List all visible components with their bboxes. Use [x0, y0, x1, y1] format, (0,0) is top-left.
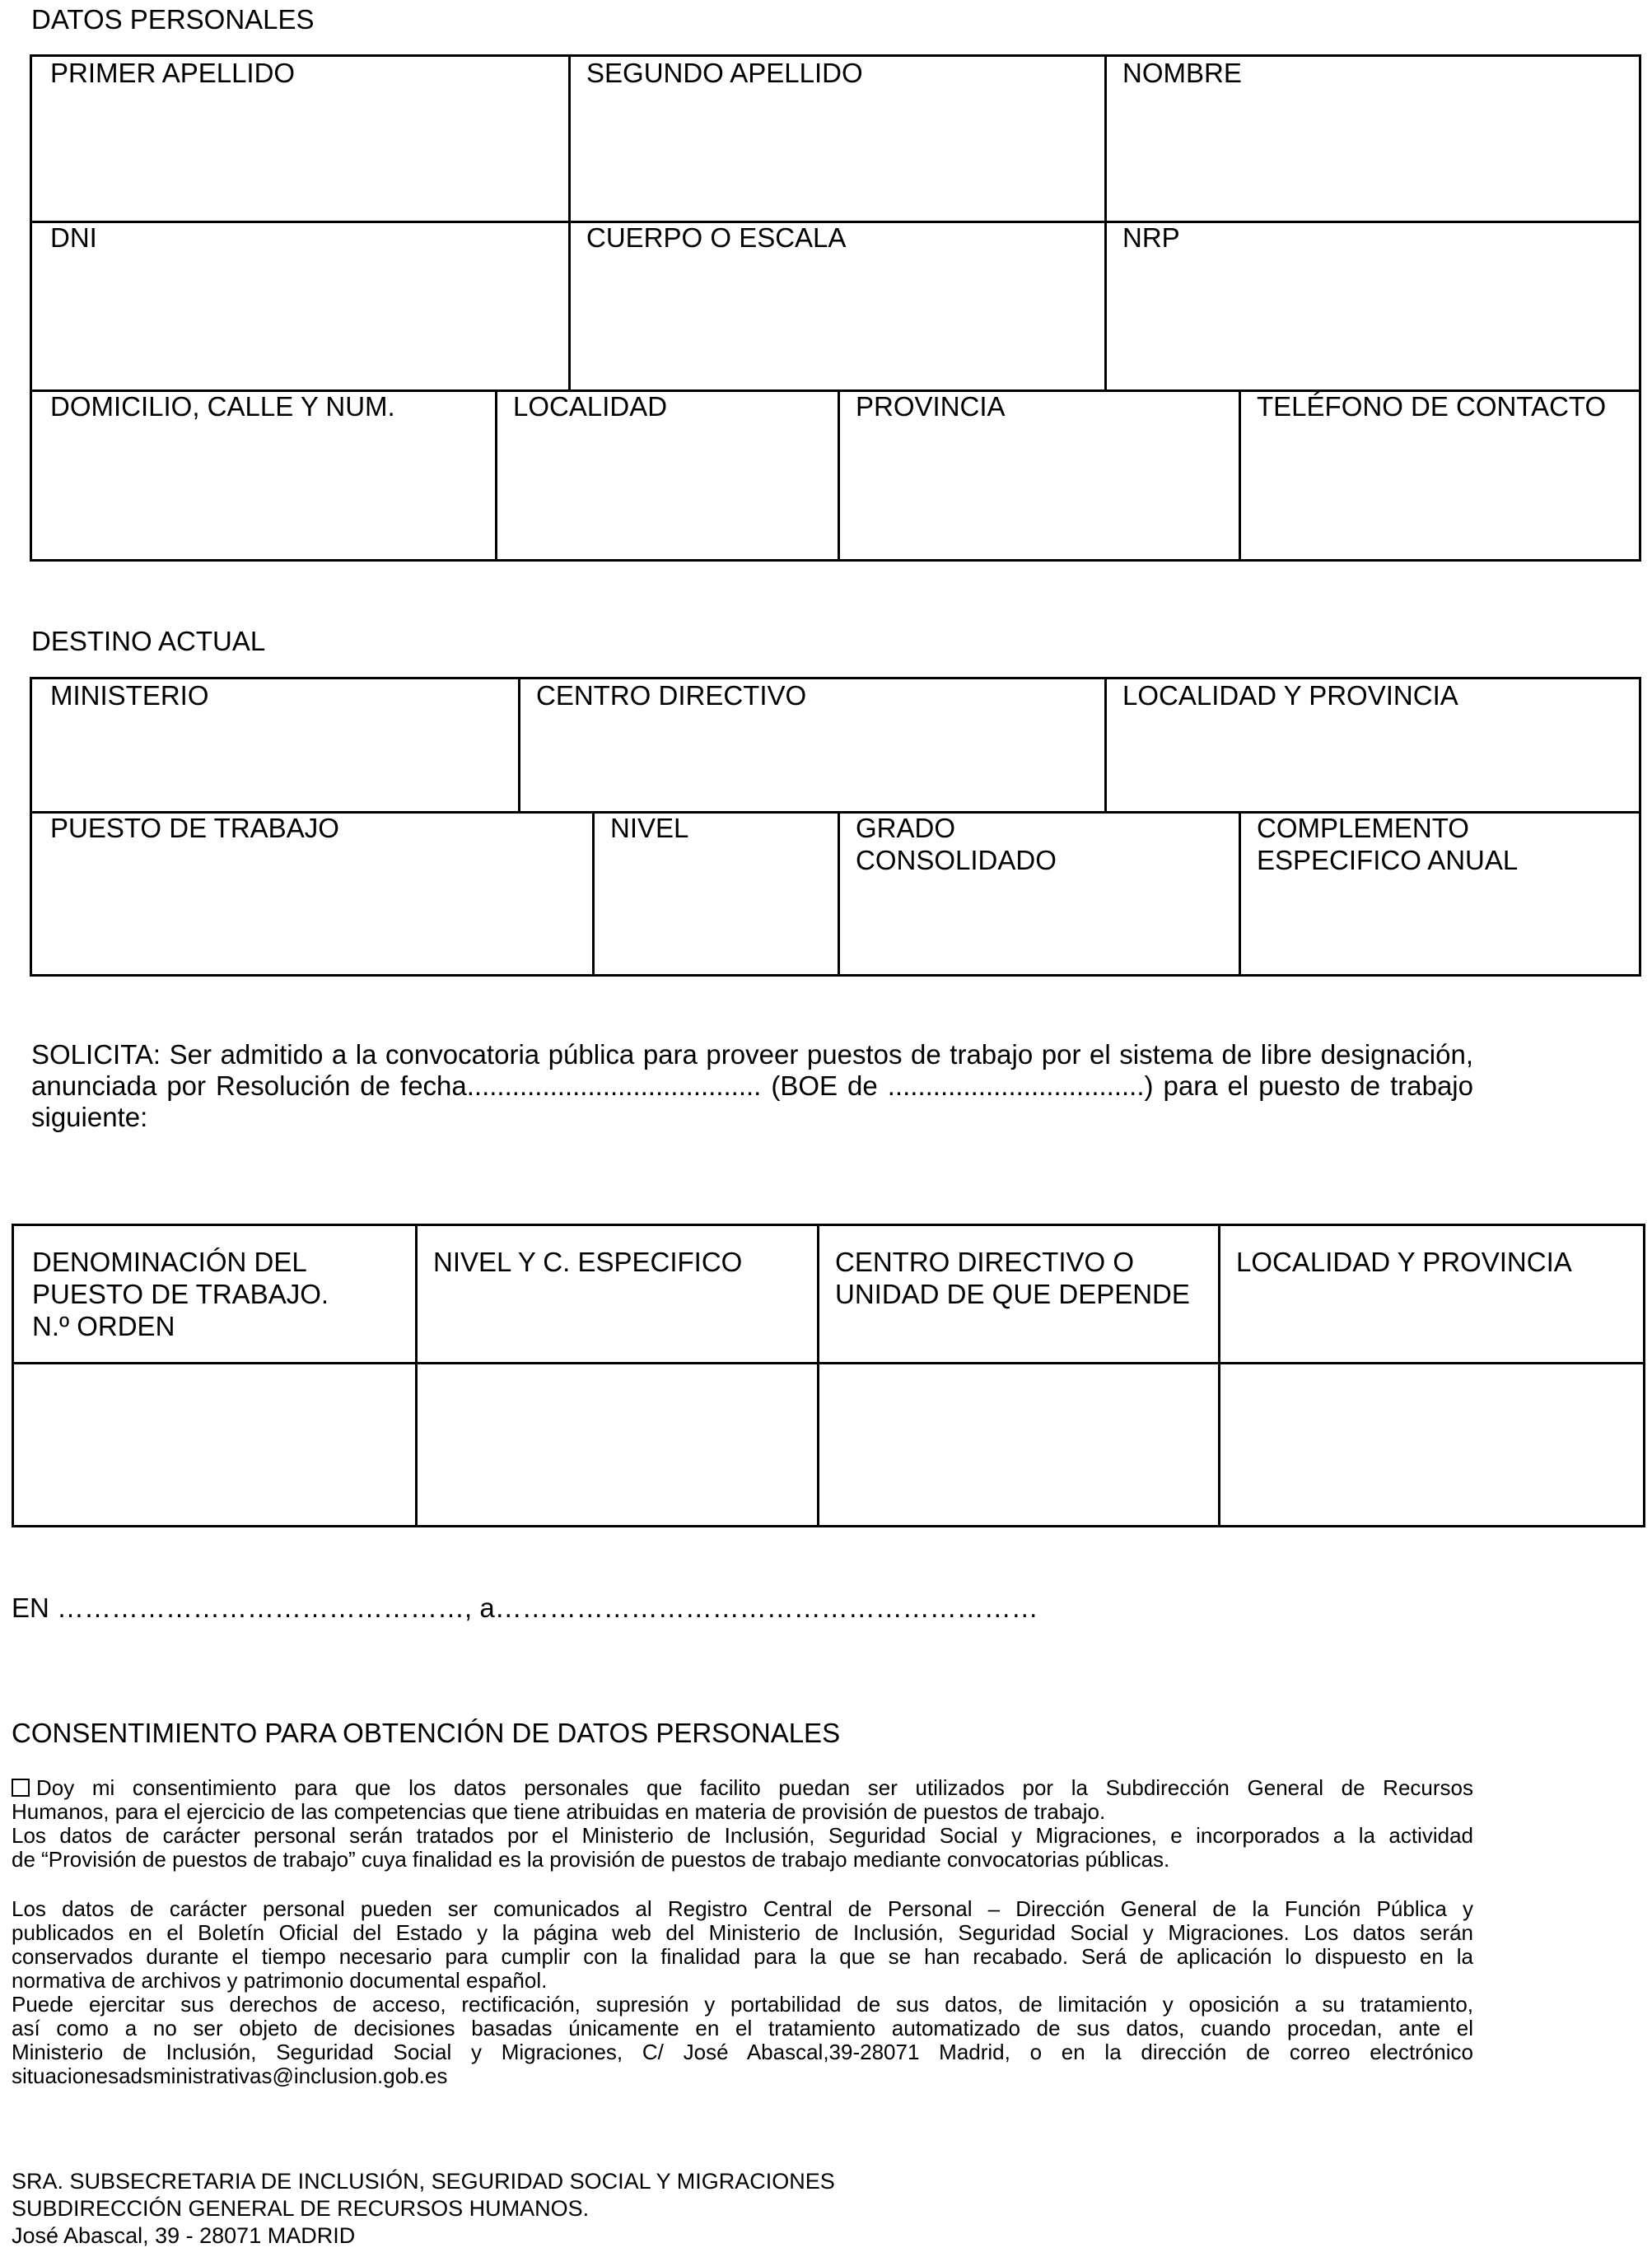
field-provincia[interactable] [856, 390, 1006, 422]
field-label: NRP [1122, 222, 1180, 253]
field-label: MINISTERIO [50, 680, 209, 711]
section-title-destino-actual: DESTINO ACTUAL [31, 626, 266, 656]
field-label: SEGUNDO APELLIDO [586, 58, 863, 88]
footer-address [12, 2168, 835, 2250]
col-divider [838, 389, 840, 562]
place-date-line: EN ………………………………………, a…………………………………………………… [12, 1592, 1038, 1623]
col-divider [1104, 57, 1107, 390]
col-divider [495, 389, 497, 562]
header-label: UNIDAD DE QUE DEPENDE [835, 1279, 1190, 1309]
field-label: CUERPO O ESCALA [586, 222, 847, 253]
field-localidad-provincia[interactable] [1122, 679, 1458, 711]
input-centro-directivo[interactable] [819, 1364, 1216, 1526]
footer-line: José Abascal, 39 - 28071 MADRID [12, 2223, 356, 2248]
consent-title: CONSENTIMIENTO PARA OBTENCIÓN DE DATOS PERSONALES [12, 1718, 841, 1748]
consent-text: Los datos de carácter personal serán tratados por el Ministerio de Inclusión, Seguridad Social y Migraciones, e incorporados a la actividad [12, 1823, 1473, 1848]
header-label: DENOMINACIÓN DEL [32, 1247, 307, 1277]
header-label: LOCALIDAD Y PROVINCIA [1236, 1247, 1572, 1277]
consent-text: normativa de archivos y patrimonio documental español. [12, 1968, 548, 1993]
field-label: DOMICILIO, CALLE Y NUM. [50, 391, 395, 422]
datos-personales-table [30, 54, 1641, 562]
field-cuerpo-escala[interactable] [586, 222, 846, 254]
field-label: DNI [50, 222, 97, 253]
field-complemento-especifico[interactable] [1257, 812, 1518, 876]
field-segundo-apellido[interactable] [586, 57, 863, 89]
consent-checkbox[interactable] [12, 1779, 30, 1797]
field-label: TELÉFONO DE CONTACTO [1257, 391, 1607, 422]
field-label: CENTRO DIRECTIVO [536, 680, 807, 711]
field-nivel[interactable] [610, 812, 688, 844]
consent-paragraph-1 [12, 1776, 1473, 1872]
field-label: PROVINCIA [856, 391, 1006, 422]
col-divider [568, 57, 571, 390]
field-label: LOCALIDAD Y PROVINCIA [1122, 680, 1458, 711]
header-denominacion [32, 1246, 329, 1342]
consent-email-link[interactable]: situacionesadsministrativas@inclusion.gob.es [12, 2063, 448, 2088]
field-label: GRADO [856, 813, 956, 843]
field-localidad[interactable] [513, 390, 667, 422]
col-divider [838, 811, 840, 977]
consent-paragraph-2 [12, 1897, 1473, 2088]
field-label: PRIMER APELLIDO [50, 58, 296, 88]
consent-text: publicados en el Boletín Oficial del Estado y la página web del Ministerio de Inclusión, Seguridad Social y Migraciones. Los datos serán [12, 1920, 1473, 1945]
input-nivel-ce[interactable] [418, 1364, 814, 1526]
consent-text: Humanos, para el ejercicio de las competencias que tiene atribuidas en materia de provisión de puestos de trabajo. [12, 1799, 1106, 1824]
header-label: PUESTO DE TRABAJO. [32, 1279, 329, 1309]
field-label: NOMBRE [1122, 58, 1242, 88]
destino-actual-table [30, 677, 1641, 977]
field-primer-apellido[interactable] [50, 57, 295, 89]
consent-text: Ministerio de Inclusión, Seguridad Social y Migraciones, C/ José Abascal,39-28071 Madrid, o en la dirección de correo electrónico [12, 2040, 1473, 2064]
section-title-datos-personales: DATOS PERSONALES [31, 4, 315, 35]
field-nombre[interactable] [1122, 57, 1242, 89]
col-divider [592, 811, 595, 977]
field-label: NIVEL [610, 813, 689, 843]
col-divider [1239, 811, 1241, 977]
col-divider [1104, 679, 1107, 812]
solicita-paragraph [31, 1039, 1473, 1133]
consent-text: Puede ejercitar sus derechos de acceso, rectificación, supresión y portabilidad de sus datos, de limitación y oposición a su tratamiento, [12, 1992, 1473, 2017]
header-label: NIVEL Y C. ESPECIFICO [433, 1247, 743, 1277]
solicita-line: siguiente: [31, 1102, 148, 1132]
field-grado-consolidado[interactable] [856, 812, 1057, 876]
solicita-line: anunciada por Resolución de fecha....................................... (BOE de ..................................) para el puesto de trabajo [31, 1070, 1473, 1101]
field-domicilio[interactable] [50, 390, 395, 422]
input-localidad-provincia[interactable] [1220, 1364, 1643, 1526]
field-label: COMPLEMENTO [1257, 813, 1469, 843]
field-puesto-trabajo[interactable] [50, 812, 339, 844]
footer-line: SUBDIRECCIÓN GENERAL DE RECURSOS HUMANOS. [12, 2196, 590, 2221]
input-denominacion[interactable] [16, 1364, 413, 1526]
solicita-line: SOLICITA: Ser admitido a la convocatoria pública para proveer puestos de trabajo por el sistema de libre designación, [31, 1039, 1473, 1070]
col-divider [1239, 389, 1241, 562]
header-label: N.º ORDEN [32, 1311, 175, 1341]
consent-text: conservados durante el tiempo necesario para cumplir con la finalidad para la que se han recabado. Será de aplicación lo dispuesto en la [12, 1944, 1473, 1969]
footer-line: SRA. SUBSECRETARIA DE INCLUSIÓN, SEGURIDAD SOCIAL Y MIGRACIONES [12, 2169, 835, 2194]
header-localidad-provincia [1236, 1246, 1572, 1278]
field-label: CONSOLIDADO [856, 845, 1057, 875]
field-dni[interactable] [50, 222, 97, 254]
header-nivel-ce [433, 1246, 742, 1278]
field-label: PUESTO DE TRABAJO [50, 813, 339, 843]
consent-text: Los datos de carácter personal pueden ser comunicados al Registro Central de Personal – Dirección General de la Función Pública y [12, 1896, 1473, 1921]
col-divider [518, 679, 520, 812]
field-centro-directivo[interactable] [536, 679, 806, 711]
consent-text: así como a no ser objeto de decisiones basadas únicamente en el tratamiento automatizado de sus datos, cuando procedan, ante el [12, 2016, 1473, 2040]
field-nrp[interactable] [1122, 222, 1180, 254]
consent-text: de “Provisión de puestos de trabajo” cuya finalidad es la provisión de puestos de trabajo mediante convocatorias públicas. [12, 1847, 1170, 1872]
header-label: CENTRO DIRECTIVO O [835, 1247, 1135, 1277]
consent-text: Doy mi consentimiento para que los datos personales que facilito puedan ser utilizados por la Subdirección General de Recursos [36, 1775, 1473, 1800]
field-telefono[interactable] [1257, 390, 1606, 422]
field-label: ESPECIFICO ANUAL [1257, 845, 1519, 875]
field-label: LOCALIDAD [513, 391, 668, 422]
header-centro-directivo [835, 1246, 1190, 1310]
puesto-solicitado-table [12, 1224, 1645, 1527]
field-ministerio[interactable] [50, 679, 209, 711]
